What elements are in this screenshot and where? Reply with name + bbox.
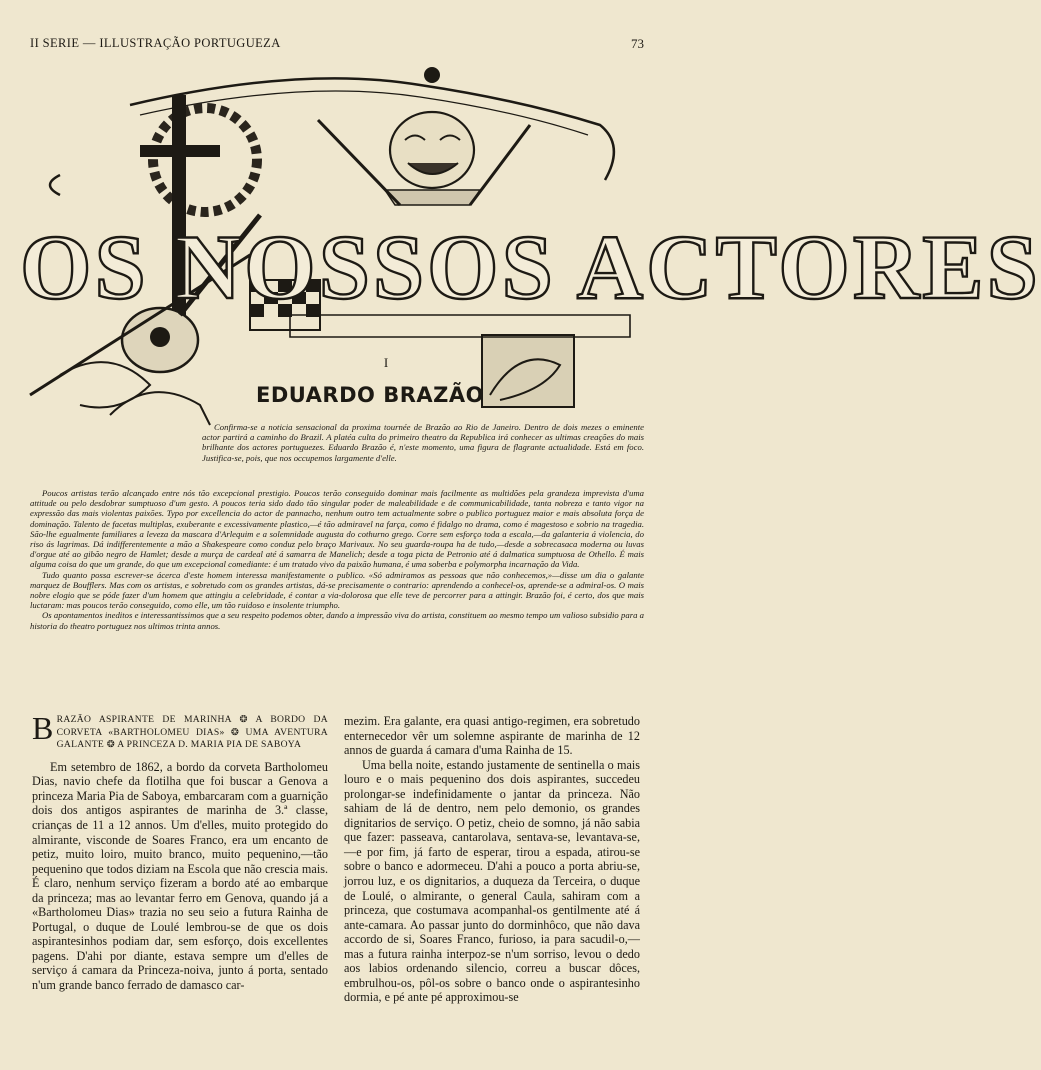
intro-paragraph: Tudo quanto possa escrever-se ácerca d'este homem interessa manifestamente o publico. «Só admiramos as pessoas que não conhecemos,»—disse um dia o galante marquez de Boufflers. Mas com os artistas, e sobretudo com os grandes artistas, dá-se precisamente o contrario: aprendendo a conhecel-os, aprende-se a admiral-os. O mais nobre elogio que se póde fazer d'um homem que attingiu a celebridade, é contar a via-dolorosa que elle teve de percorrer para a attingir. Brazão foi, é certo, dos que mais luctaram: mas poucos terão conseguido, como elle, um tão ruidoso e insolente triumpho.	[30, 569, 644, 611]
intro-paragraph: Os apontamentos ineditos e interessantissimos que a seu respeito podemos obter, dando a impressão viva do artista, constituem ao mesmo tempo um valioso subsidio para a historia do theatro portuguez nos ultimos trinta annos.	[30, 610, 644, 631]
intro-text-full	[30, 488, 644, 631]
section-number: I	[383, 355, 389, 370]
summary-text: RAZÃO ASPIRANTE DE MARINHA ❂ A BORDO DA CORVETA «BARTHOLOMEU DIAS» ❂ UMA AVENTURA GALANTE ❂ A PRINCEZA D. MARIA PIA DE SABOYA	[56, 714, 328, 751]
article-title: EDUARDO BRAZÃO	[256, 383, 484, 407]
body-paragraph: Em setembro de 1862, a bordo da corveta Bartholomeu Dias, navio chefe da flotilha que foi buscar a Genova a princeza Maria Pia de Saboya, embarcaram com a guarnição dois dos antigos aspirantes de marinha de 3.ª classe, crianças de 11 a 12 annos. Um d'elles, muito protegido do almirante, visconde de Soares Franco, era um encanto de petiz, muito loiro, muito branco, muito pequenino,—tão pequenino que todos diziam na Escola que não crescia mais. É claro, nenhum serviço fizeram a bordo até ao embarque da princeza; mas ao levantar ferro em Genova, quando já a «Bartholomeu Dias» trazia no seu seio a futura Rainha de Portugal, o duque de Loulé lembrou-se de que os dois aspirantesinhos podiam dar, sem esforço, dois excellentes pagens. D'ahi por diante, estava sempre um d'elles de serviço á camara da Princeza-noiva, junto á porta, sentado n'um grande banco ferrado de damasco car-	[32, 759, 328, 992]
drop-cap: B	[32, 710, 54, 746]
title-illustration	[0, 45, 1041, 425]
body-column-right	[344, 714, 640, 1005]
body-column-left	[32, 710, 328, 993]
intro-text	[202, 422, 644, 463]
intro-paragraph: Poucos artistas terão alcançado entre nós tão excepcional prestigio. Poucos terão conseguido dominar mais facilmente as multidões pela grandeza imprevista d'uma attitude ou pelo desdobrar sumptuoso d'um gesto. A poucos teria sido dado tão singular poder de maleabilidade e de communicabilidade, tanta nobreza e tanto vigor na expressão das mais violentas paixões. Typo por excellencia do actor de pannacho, nenhum outro tem actualmente sobre o publico portuguez maior e mais absoluta força de dominação. Talento de facetas multiplas, exuberante e excessivamente plastico,—é tão admiravel na farça, como é fidalgo no drama, como é magestoso e sobrio na tragedia. São-lhe egualmente familiares a leveza da mascara d'Arlequim e a solemnidade augusta do cothurno grego. Corre sem esforço toda a escala,—da galanteria á violencia, do riso ás lagrimas. Dá indifferentemente a mão a Shakespeare como conduz pelo braço Marivaux. No seu guarda-roupa ha de tudo,—desde a sobrecasaca moderna ou luvas d'orgue até ao gibão negro de Hamlet; desde a murça de cardeal até á samarra de Manelich; desde a toga picta de Petronio até á dalmatica sumptuosa de Othello. É mais alguma coisa do que um grande, do que um excepcional comediante: é um tratado vivo da paixão humana, é uma soberba e polymorpha incarnação da Vida.	[30, 488, 644, 570]
running-title: II SERIE — ILLUSTRAÇÃO PORTUGUEZA	[30, 36, 281, 50]
ornament-illustration	[0, 45, 690, 425]
body-paragraph: Uma bella noite, estando justamente de sentinella o mais louro e o mais pequenino dos dois aspirantes, succedeu prolongar-se indefinidamente o jantar da princeza. Não sahiam de lá de dentro, nem pelo demonio, os grandes dignitarios de serviço. O petiz, cheio de somno, já não sabia que fazer: passeava, cantarolava, sentava-se, levantava-se,—e por fim, já farto de esperar, tirou a espada, atirou-se sobre o banco e adormeceu. D'ahi a pouco a porta abriu-se, jorrou luz, e os dignitarios, a duqueza da Terceira, o duque de Loulé, o almirante, o general Caula, sahiram com a princeza, que costumava acompanhal-os gentilmente até á ante-camara. Ao passar junto do dorminhôco, que não dava accordo de si, Soares Franco, furioso, ia para sacudil-o,—mas a futura rainha interpoz-se n'um sorriso, levou o dedo aos labios ordenando silencio, correu a buscar dôces, embrulhou-os, pôl-os sobre o banco onde o aspirantesinho dormia, e pé ante pé approximou-se	[344, 757, 640, 1005]
title-letters: OS NOSSOS ACTORES	[20, 216, 1041, 318]
body-paragraph: mezim. Era galante, era quasi antigo-regimen, era sobretudo enternecedor vêr um solemne aspirante de marinha de 12 annos de guarda á camara d'uma Rainha de 15.	[344, 714, 640, 758]
chapter-summary	[32, 710, 328, 752]
page-number: 73	[631, 36, 644, 51]
intro-paragraph: Confirma-se a noticia sensacional da proxima tournée de Brazão ao Rio de Janeiro. Dentro de dois mezes o eminente actor partirá a caminho do Brazil. A platéa culta do primeiro theatro da Republica irá conhecer as ultimas creações do mais brilhante dos actores portuguezes. Eduardo Brazão é, n'este momento, uma figura de flagrante actualidade. Está em foco. Justifica-se, pois, que nos occupemos largamente d'elle.	[202, 422, 644, 463]
